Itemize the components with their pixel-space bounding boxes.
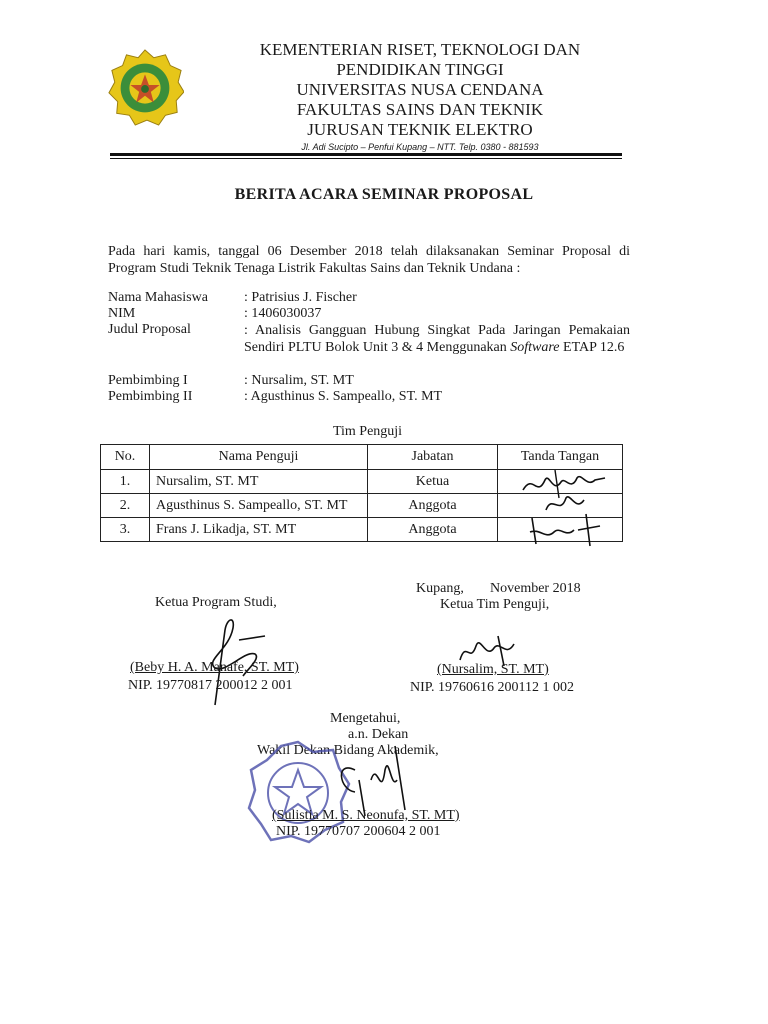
student-name-value: : Patrisius J. Fischer bbox=[244, 290, 357, 305]
vice-dean-title: Wakil Dekan Bidang Akademik, bbox=[257, 743, 439, 758]
header-role: Jabatan bbox=[368, 445, 498, 470]
letterhead-ministry-cont: PENDIDIKAN TINGGI bbox=[336, 60, 504, 79]
vice-dean-nip: NIP. 19770707 200604 2 001 bbox=[276, 824, 441, 839]
row-role: Anggota bbox=[368, 518, 498, 542]
nim-value: : 1406030037 bbox=[244, 306, 322, 321]
vice-dean-name: (Sulistia M. S. Neonufa, ST. MT) bbox=[272, 808, 460, 823]
row-no: 1. bbox=[101, 470, 150, 494]
header-no: No. bbox=[101, 445, 150, 470]
letterhead-university: UNIVERSITAS NUSA CENDANA bbox=[296, 80, 544, 99]
row-name: Agusthinus S. Sampeallo, ST. MT bbox=[150, 494, 368, 518]
intro-line-1: Pada hari kamis, tanggal 06 Desember 2018 telah dilaksanakan Seminar Proposal di bbox=[108, 244, 630, 259]
row-no: 3. bbox=[101, 518, 150, 542]
supervisor-1-label: Pembimbing I bbox=[108, 373, 188, 388]
document-title: BERITA ACARA SEMINAR PROPOSAL bbox=[234, 186, 534, 203]
proposal-title-label: Judul Proposal bbox=[108, 322, 191, 337]
nim-label: NIM bbox=[108, 306, 136, 321]
acknowledged-label: Mengetahui, bbox=[330, 711, 401, 726]
intro-line-2: Program Studi Teknik Tenaga Listrik Fakultas Sains dan Teknik Undana : bbox=[108, 261, 521, 276]
signature-3-mark bbox=[520, 510, 610, 550]
place-label: Kupang, bbox=[416, 581, 464, 596]
header-name: Nama Penguji bbox=[150, 445, 368, 470]
letterhead-address: Jl. Adi Sucipto – Penfui Kupang – NTT. Telp. 0380 - 881593 bbox=[301, 142, 539, 152]
row-role: Ketua bbox=[368, 470, 498, 494]
row-role: Anggota bbox=[368, 494, 498, 518]
examiner-team-label: Tim Penguji bbox=[332, 424, 403, 439]
letterhead-faculty: FAKULTAS SAINS DAN TEKNIK bbox=[296, 100, 544, 119]
supervisor-1-value: : Nursalim, ST. MT bbox=[244, 373, 354, 388]
supervisor-2-label: Pembimbing II bbox=[108, 389, 193, 404]
letterhead-rule-thin bbox=[110, 158, 622, 159]
student-name-label: Nama Mahasiswa bbox=[108, 290, 208, 305]
head-examiner-name: (Nursalim, ST. MT) bbox=[437, 662, 549, 677]
letterhead-department: JURUSAN TEKNIK ELEKTRO bbox=[307, 120, 533, 139]
letterhead-rule-thick bbox=[110, 153, 622, 156]
head-examiner-nip: NIP. 19760616 200112 1 002 bbox=[410, 680, 574, 695]
table-header-row bbox=[101, 445, 623, 470]
head-program-name: (Beby H. A. Manafe, ST. MT) bbox=[130, 660, 299, 675]
row-name: Frans J. Likadja, ST. MT bbox=[150, 518, 368, 542]
header-signature: Tanda Tangan bbox=[498, 445, 623, 470]
date-label: November 2018 bbox=[490, 581, 581, 596]
head-examiner-title: Ketua Tim Penguji, bbox=[440, 597, 550, 612]
on-behalf-dean-label: a.n. Dekan bbox=[348, 727, 409, 742]
proposal-title-value: : Analisis Gangguan Hubung Singkat Pada Jaringan Pemakaian Sendiri PLTU Bolok Unit 3 & 4 Menggunakan Software ETAP 12.6 bbox=[244, 323, 630, 355]
supervisor-2-value: : Agusthinus S. Sampeallo, ST. MT bbox=[244, 389, 443, 404]
university-logo bbox=[106, 48, 184, 126]
head-program-nip: NIP. 19770817 200012 2 001 bbox=[128, 678, 293, 693]
head-program-title: Ketua Program Studi, bbox=[155, 595, 277, 610]
row-no: 2. bbox=[101, 494, 150, 518]
row-name: Nursalim, ST. MT bbox=[150, 470, 368, 494]
letterhead-ministry: KEMENTERIAN RISET, TEKNOLOGI DAN bbox=[259, 40, 581, 59]
